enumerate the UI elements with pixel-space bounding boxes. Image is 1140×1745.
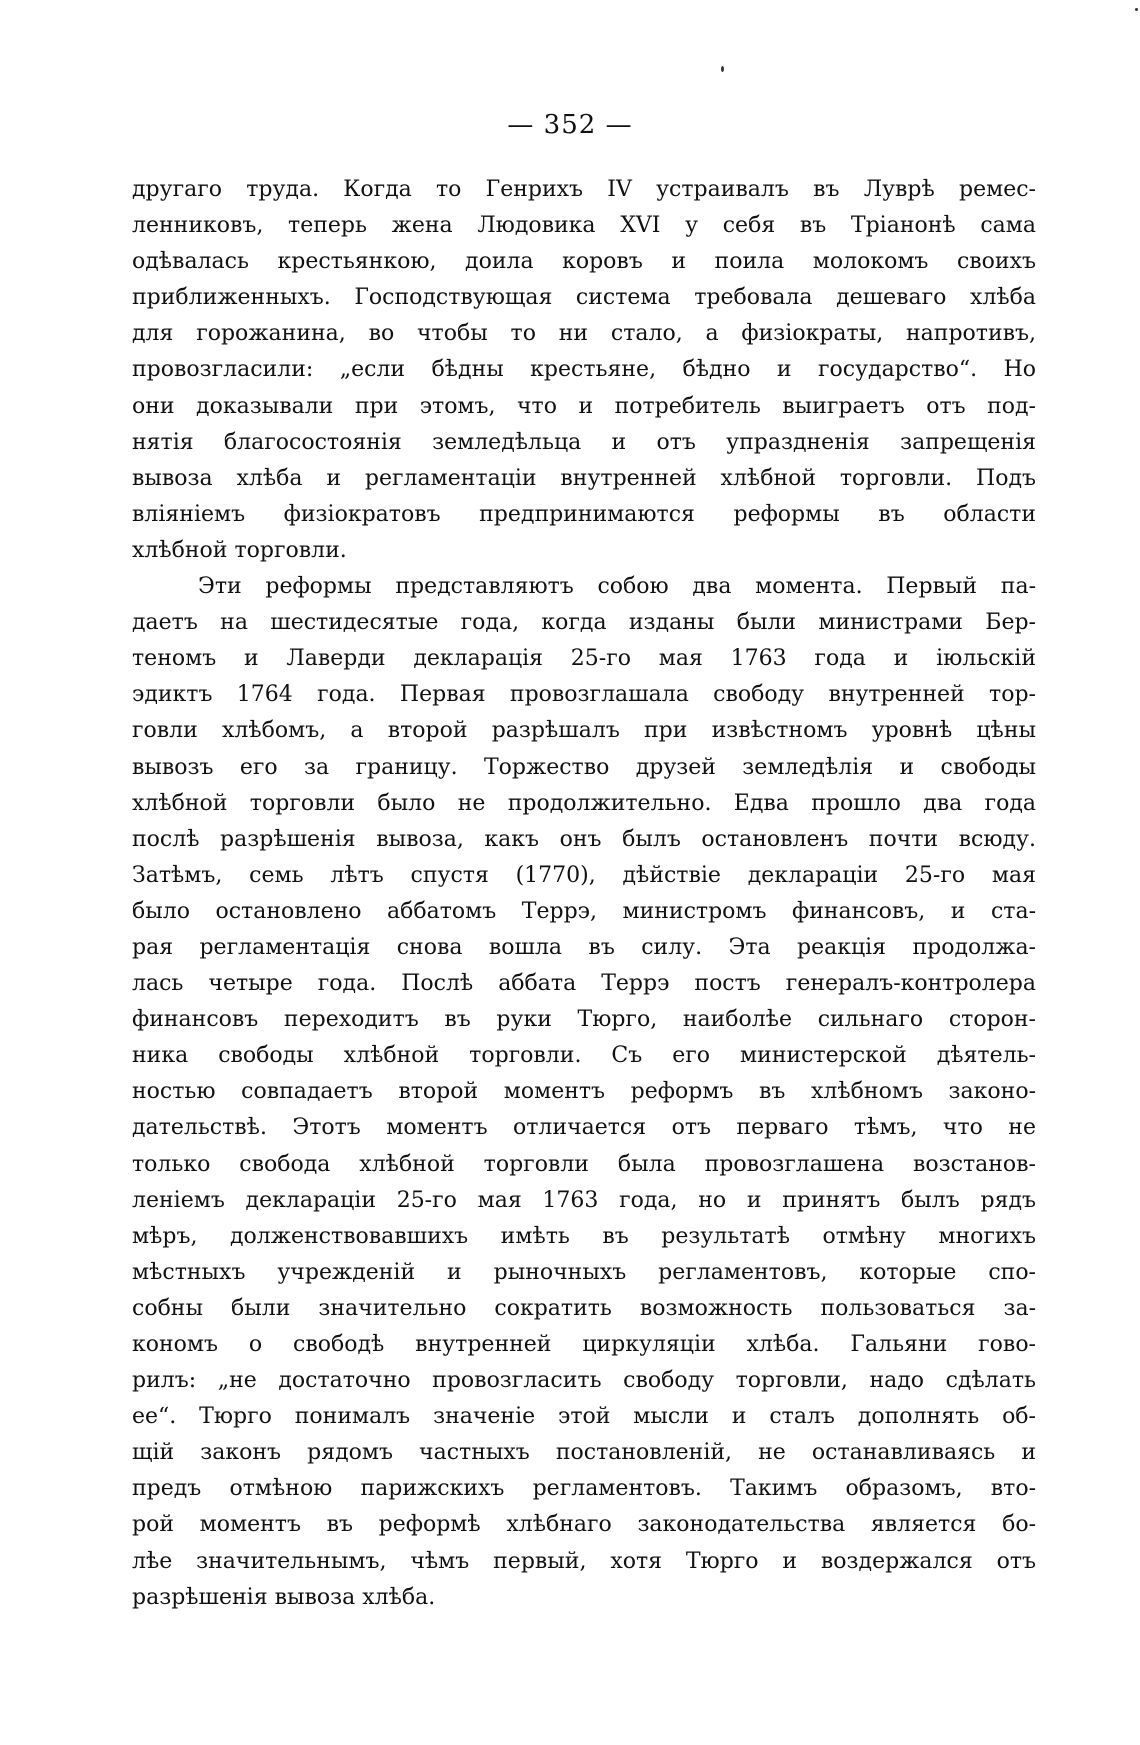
scan-speck xyxy=(721,66,724,72)
text-line: провозгласили: „если бѣдны крестьяне, бѣдно и государство“. Но xyxy=(132,357,1036,383)
text-line: вывоза хлѣба и регламентаціи внутренней хлѣбной торговли. Подъ xyxy=(132,465,1036,491)
text-line: хлѣбной торговли. xyxy=(132,537,347,563)
text-line: Затѣмъ, семь лѣтъ спустя (1770), дѣйствіе деклараціи 25-го мая xyxy=(132,862,1036,888)
text-line: кономъ о свободѣ внутренней циркуляціи хлѣба. Гальяни гово- xyxy=(132,1332,1036,1357)
text-line: говли хлѣбомъ, а второй разрѣшалъ при извѣстномъ уровнѣ цѣны xyxy=(132,718,1036,744)
text-line: другаго труда. Когда то Генрихъ IV устраивалъ въ Луврѣ ремес- xyxy=(132,177,1036,202)
text-line: вывозъ его за границу. Торжество друзей земледѣлія и свободы xyxy=(132,754,1036,780)
text-line: для горожанина, во чтобы то ни стало, а физіократы, напротивъ, xyxy=(132,321,1036,347)
text-line: ее“. Тюрго понималъ значеніе этой мысли и сталъ дополнять об- xyxy=(132,1404,1036,1430)
text-line: ника свободы хлѣбной торговли. Съ его министерской дѣятель- xyxy=(132,1043,1036,1069)
text-line: было остановлено аббатомъ Террэ, министромъ финансовъ, и ста- xyxy=(132,898,1036,924)
text-line: хлѣбной торговли было не продолжительно. Едва прошло два года xyxy=(132,790,1036,816)
text-line: они доказывали при этомъ, что и потребитель выиграетъ отъ под- xyxy=(132,393,1036,419)
text-line: предъ отмѣною парижскихъ регламентовъ. Такимъ образомъ, вто- xyxy=(132,1476,1036,1502)
text-line: приближенныхъ. Господствующая система требовала дешеваго хлѣба xyxy=(132,285,1036,311)
text-line: Эти реформы представляютъ собою два момента. Первый па- xyxy=(198,574,1036,600)
paragraph xyxy=(132,172,1036,569)
text-line: собны были значительно сократить возможность пользоваться за- xyxy=(132,1295,1036,1321)
text-line: лѣе значительнымъ, чѣмъ первый, хотя Тюрго и воздержался отъ xyxy=(132,1548,1036,1574)
text-line: леніемъ деклараціи 25-го мая 1763 года, но и принятъ былъ рядъ xyxy=(132,1187,1036,1213)
text-line: даетъ на шестидесятые года, когда изданы были министрами Бер- xyxy=(132,610,1036,636)
text-line: лась четыре года. Послѣ аббата Террэ постъ генералъ-контролера xyxy=(132,971,1036,997)
text-line: теномъ и Лаверди декларація 25-го мая 1763 года и іюльскій xyxy=(132,646,1036,672)
body-text xyxy=(132,172,1036,1616)
text-line: нятія благосостоянія земледѣльца и отъ упраздненія запрещенія xyxy=(132,429,1036,455)
text-line: одѣвалась крестьянкою, доила коровъ и поила молокомъ своихъ xyxy=(132,249,1036,275)
text-line: дательствѣ. Этотъ моментъ отличается отъ перваго тѣмъ, что не xyxy=(132,1115,1036,1141)
text-line: финансовъ переходитъ въ руки Тюрго, наиболѣе сильнаго сторон- xyxy=(132,1007,1036,1033)
paragraph xyxy=(132,569,1036,1616)
text-line: рилъ: „не достаточно провозгласить свободу торговли, надо сдѣлать xyxy=(132,1368,1036,1394)
text-line: щій законъ рядомъ частныхъ постановленій, не останавливаясь и xyxy=(132,1440,1036,1466)
text-line: вліяніемъ физіократовъ предпринимаются реформы въ области xyxy=(132,501,1036,527)
text-line: послѣ разрѣшенія вывоза, какъ онъ былъ остановленъ почти всюду. xyxy=(132,826,1036,852)
text-line: мѣстныхъ учрежденій и рыночныхъ регламентовъ, которые спо- xyxy=(132,1259,1036,1285)
text-line: разрѣшенія вывоза хлѣба. xyxy=(132,1584,436,1610)
text-line: только свобода хлѣбной торговли была провозглашена возстанов- xyxy=(132,1151,1036,1177)
scan-speck xyxy=(1135,8,1138,11)
text-line: ленниковъ, теперь жена Людовика XVI у себя въ Тріанонѣ сама xyxy=(132,213,1036,239)
text-line: мѣръ, долженствовавшихъ имѣть въ результатѣ отмѣну многихъ xyxy=(132,1223,1036,1249)
text-line: ностью совпадаетъ второй моментъ реформъ въ хлѣбномъ законо- xyxy=(132,1079,1036,1105)
text-line: эдиктъ 1764 года. Первая провозглашала свободу внутренней тор- xyxy=(132,682,1036,708)
page-number: — 352 — xyxy=(507,110,633,140)
text-line: рой моментъ въ реформѣ хлѣбнаго законодательства является бо- xyxy=(132,1512,1036,1538)
text-line: рая регламентація снова вошла въ силу. Эта реакція продолжа- xyxy=(132,934,1036,960)
